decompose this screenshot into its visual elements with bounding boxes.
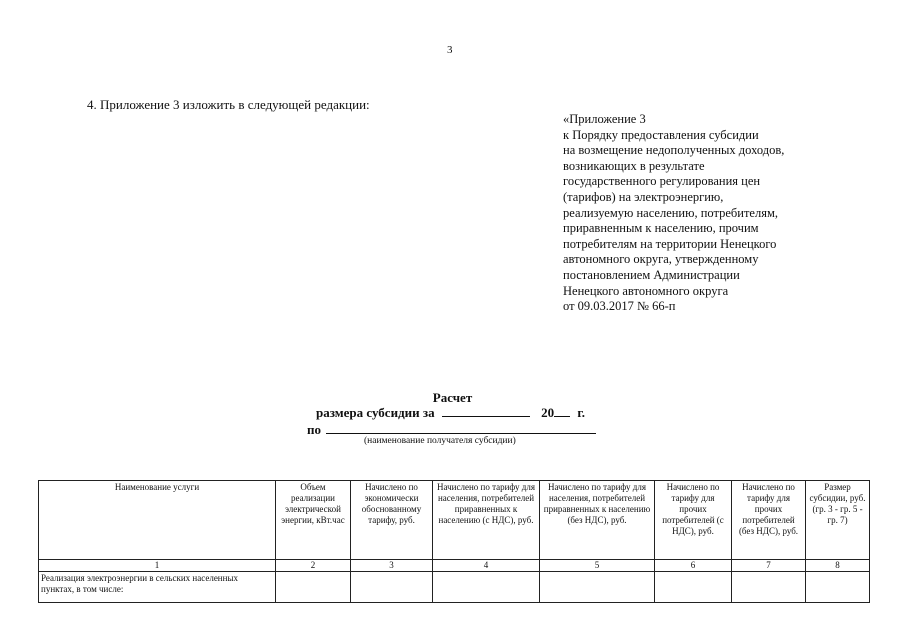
table-cell[interactable]: [655, 572, 732, 603]
table-cell[interactable]: [806, 572, 870, 603]
column-header: Начислено по экономически обоснованному тарифу, руб.: [351, 481, 433, 560]
page-number: 3: [447, 44, 453, 56]
instruction-text: 4. Приложение 3 изложить в следующей редакции:: [87, 97, 370, 112]
appendix-line: возникающих в результате: [563, 158, 705, 173]
appendix-line: приравненным к населению, прочим: [563, 221, 759, 236]
recipient-blank[interactable]: [326, 421, 596, 434]
appendix-line: «Приложение 3: [563, 112, 646, 126]
table-cell[interactable]: [276, 572, 351, 603]
column-number: 2: [276, 560, 351, 572]
column-header: Начислено по тарифу для населения, потребителей приравненных к населению (без НДС), руб.: [540, 481, 655, 560]
year-blank[interactable]: [554, 404, 570, 417]
column-number-row: [39, 560, 870, 572]
year-prefix: 20: [541, 405, 555, 420]
year-suffix: г.: [577, 405, 586, 420]
subsidy-period-prefix: размера субсидии за: [316, 405, 435, 420]
recipient-prefix: по: [307, 422, 321, 437]
subsidy-period-line: [316, 404, 585, 421]
table-row: [39, 572, 870, 603]
appendix-line: от 09.03.2017 № 66-п: [563, 299, 676, 314]
column-header: Начислено по тарифу для прочих потребителей (с НДС), руб.: [655, 481, 732, 560]
appendix-line: реализуемую населению, потребителям,: [563, 205, 778, 220]
column-header: Размер субсидии, руб. (гр. 3 - гр. 5 - гр. 7): [806, 481, 870, 560]
column-number: 8: [806, 560, 870, 572]
calculation-title-text: Расчет: [432, 390, 473, 405]
column-header: Начислено по тарифу для прочих потребителей (без НДС), руб.: [732, 481, 806, 560]
appendix-reference: [563, 112, 784, 315]
appendix-line: государственного регулирования цен: [563, 174, 761, 189]
column-number: 5: [540, 560, 655, 572]
column-number: 1: [39, 560, 276, 572]
column-number: 6: [655, 560, 732, 572]
appendix-line: Ненецкого автономного округа: [563, 283, 729, 298]
table-cell[interactable]: [732, 572, 806, 603]
table-cell[interactable]: [351, 572, 433, 603]
table-cell[interactable]: [433, 572, 540, 603]
column-number: 7: [732, 560, 806, 572]
table-cell[interactable]: [540, 572, 655, 603]
appendix-line: к Порядку предоставления субсидии: [563, 127, 759, 142]
appendix-line: (тарифов) на электроэнергию,: [563, 189, 724, 204]
column-number: 3: [351, 560, 433, 572]
column-header: Наименование услуги: [39, 481, 276, 560]
column-header: Начислено по тарифу для населения, потребителей приравненных к населению (с НДС), руб.: [433, 481, 540, 560]
subsidy-calculation-table: [38, 480, 870, 603]
appendix-line: потребителям на территории Ненецкого: [563, 236, 777, 251]
appendix-line: постановлением Администрации: [563, 267, 740, 282]
appendix-line: автономного округа, утвержденному: [563, 252, 759, 267]
recipient-caption: (наименование получателя субсидии): [364, 436, 516, 446]
table-header-row: [39, 481, 870, 560]
appendix-line: на возмещение недополученных доходов,: [563, 143, 785, 158]
period-blank[interactable]: [442, 404, 530, 417]
column-header: Объем реализации электрической энергии, кВт.час: [276, 481, 351, 560]
column-number: 4: [433, 560, 540, 572]
row-label: Реализация электроэнергии в сельских населенных пунктах, в том числе:: [39, 572, 276, 603]
